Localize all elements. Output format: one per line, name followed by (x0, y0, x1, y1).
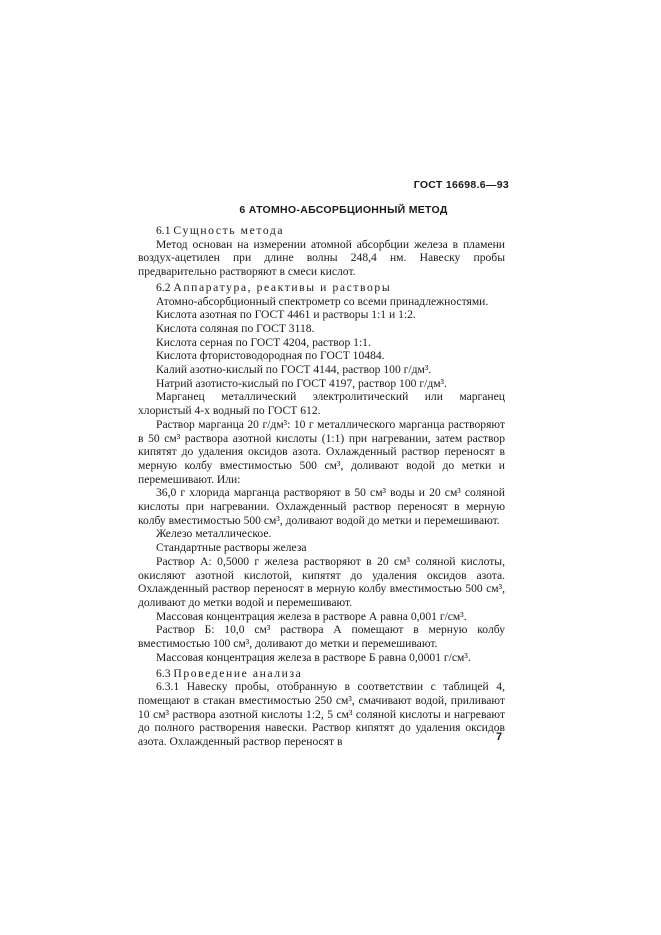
section-heading-text: Сущность метода (173, 224, 285, 237)
page-number: 7 (496, 731, 503, 743)
paragraph: Массовая концентрация железа в растворе Б равна 0,0001 г/см³. (156, 650, 471, 664)
section-number: 6.3 (156, 666, 171, 680)
section-heading-6-3 (138, 667, 505, 681)
paragraph: Атомно-абсорбционный спектрометр со всеми принадлежностями. (156, 294, 489, 308)
paragraph: Калий азотно-кислый по ГОСТ 4144, раствор 100 г/дм³. (156, 363, 432, 377)
paragraph: Раствор марганца 20 г/дм³: 10 г металлического марганца растворяют в 50 см³ раствора азотной кислоты (1:1) при нагревании, затем раствор кипятят до удаления оксидов азота. Охлажденный раствор переносят в мерную колбу вместимостью 500 см³, доливают водой до метки и перемешивают. Или: (138, 417, 505, 486)
section-heading-6-2 (138, 281, 505, 295)
paragraph: Кислота соляная по ГОСТ 3118. (156, 321, 315, 335)
paragraph: Марганец металлический электролитический или марганец хлористый 4-х водный по ГОСТ 612. (138, 390, 505, 418)
paragraph: Массовая концентрация железа в растворе А равна 0,001 г/см³. (156, 609, 467, 623)
paragraph: Кислота серная по ГОСТ 4204, раствор 1:1. (156, 335, 371, 349)
section-title: 6 АТОМНО-АБСОРБЦИОННЫЙ МЕТОД (239, 204, 448, 216)
section-heading-text: Проведение анализа (173, 666, 303, 680)
paragraph: Кислота азотная по ГОСТ 4461 и растворы 1:1 и 1:2. (156, 308, 416, 322)
document-body (138, 222, 505, 749)
paragraph: Натрий азотисто-кислый по ГОСТ 4197, раствор 100 г/дм³. (156, 376, 447, 390)
paragraph: 6.3.1 Навеску пробы, отобранную в соответствии с таблицей 4, помещают в стакан вместимостью 250 см³, смачивают водой, приливают 10 см³ раствора азотной кислоты 1:2, 5 см³ соляной кислоты и нагревают до полного растворения навески. Раствор кипятят до удаления оксидов азота. Охлажденный раствор переносят в (138, 680, 505, 749)
paragraph: Раствор Б: 10,0 см³ раствора А помещают в мерную колбу вместимостью 100 см³, доливают до метки и перемешивают. (138, 623, 505, 651)
paragraph: Кислота фтористоводородная по ГОСТ 10484. (156, 349, 385, 363)
paragraph: 36,0 г хлорида марганца растворяют в 50 см³ воды и 20 см³ соляной кислоты при нагревании. Охлажденный раствор переносят в мерную колбу вместимостью 500 см³, доливают водой до метки и перемешивают. (138, 486, 505, 527)
paragraph: Железо металлическое. (156, 527, 272, 541)
standard-header: ГОСТ 16698.6—93 (413, 179, 509, 191)
paragraph: Метод основан на измерении атомной абсорбции железа в пламени воздух-ацетилен при длине волны 248,4 нм. Навеску пробы предварительно растворяют в смеси кислот. (138, 237, 505, 279)
section-number: 6.1 (156, 224, 171, 237)
section-number: 6.2 (156, 280, 171, 294)
paragraph: Раствор А: 0,5000 г железа растворяют в 20 см³ соляной кислоты, окисляют азотной кислотой, кипятят до удаления оксидов азота. Охлажденный раствор переносят в мерную колбу вместимостью 500 см³, доливают до метки водой и перемешивают. (138, 554, 505, 609)
section-heading-text: Аппаратура, реактивы и растворы (173, 280, 392, 294)
paragraph: Стандартные растворы железа (156, 541, 307, 555)
section-heading-6-1 (138, 224, 505, 238)
